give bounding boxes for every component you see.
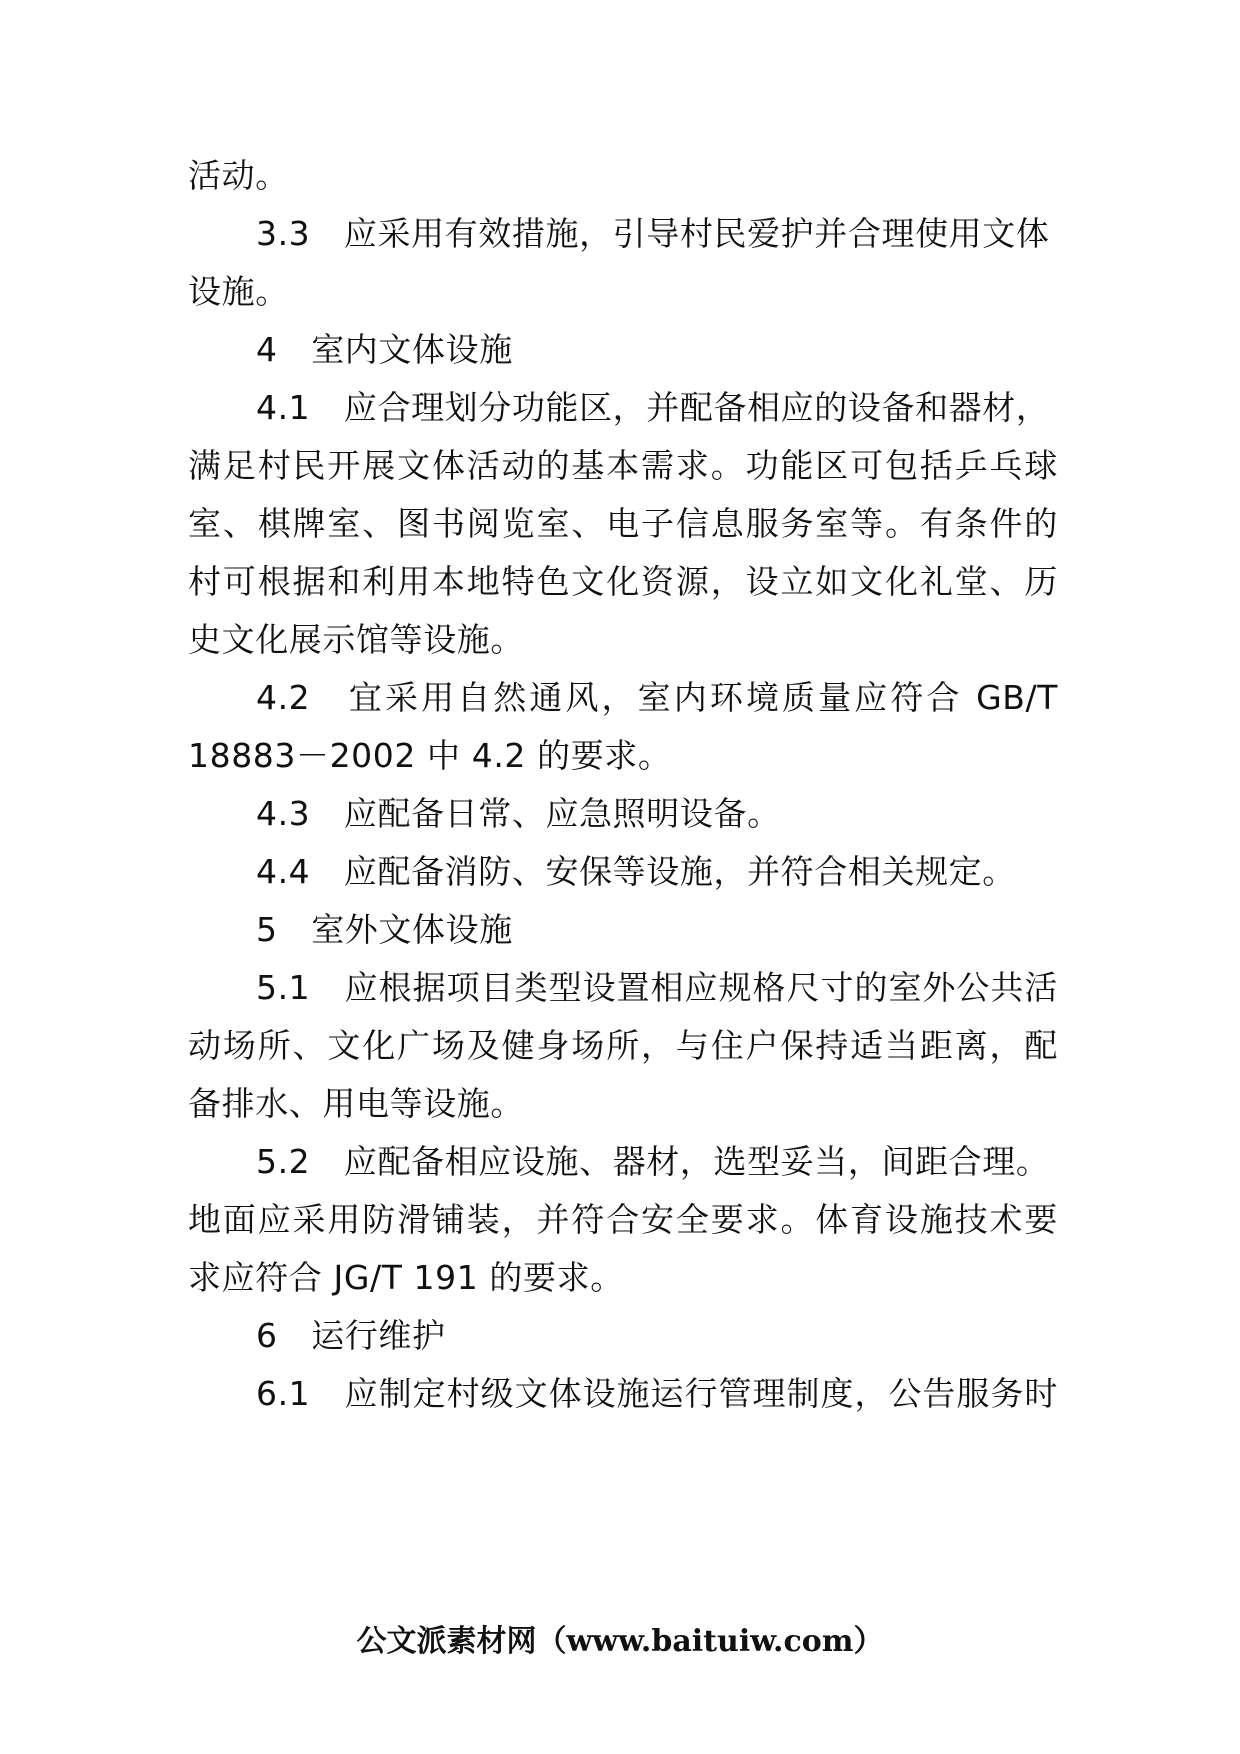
text-line: 活动。 <box>188 156 289 195</box>
text-line: 史文化展示馆等设施。 <box>188 620 524 659</box>
clause-4-4: 4.4 应配备消防、安保等设施，并符合相关规定。 <box>256 852 1016 891</box>
clause-6-1: 6.1 应制定村级文体设施运行管理制度，公告服务时 <box>256 1374 1058 1413</box>
clause-5-1: 5.1 应根据项目类型设置相应规格尺寸的室外公共活 <box>256 968 1058 1007</box>
clause-3-3: 3.3 应采用有效措施，引导村民爱护并合理使用文体 <box>256 214 1050 253</box>
text-line: 18883－2002 中 4.2 的要求。 <box>188 736 672 775</box>
text-line: 村可根据和利用本地特色文化资源，设立如文化礼堂、历 <box>188 562 1058 601</box>
text-line: 备排水、用电等设施。 <box>188 1084 524 1123</box>
text-line: 设施。 <box>188 272 289 311</box>
section-heading-6: 6 运行维护 <box>256 1316 446 1355</box>
clause-4-2: 4.2 宜采用自然通风，室内环境质量应符合 GB/T <box>256 678 1058 717</box>
clause-4-1: 4.1 应合理划分功能区，并配备相应的设备和器材， <box>256 388 1050 427</box>
text-line: 动场所、文化广场及健身场所，与住户保持适当距离，配 <box>188 1026 1058 1065</box>
section-heading-4: 4 室内文体设施 <box>256 330 513 369</box>
text-line: 室、棋牌室、图书阅览室、电子信息服务室等。有条件的 <box>188 504 1058 543</box>
text-line: 地面应采用防滑铺装，并符合安全要求。体育设施技术要 <box>188 1200 1058 1239</box>
clause-5-2: 5.2 应配备相应设施、器材，选型妥当，间距合理。 <box>256 1142 1050 1181</box>
clause-4-3: 4.3 应配备日常、应急照明设备。 <box>256 794 781 833</box>
text-line: 求应符合 JG/T 191 的要求。 <box>188 1258 624 1297</box>
footer-watermark: 公文派素材网（www.baituiw.com） <box>356 1624 884 1659</box>
section-heading-5: 5 室外文体设施 <box>256 910 513 949</box>
text-line: 满足村民开展文体活动的基本需求。功能区可包括乒乓球 <box>188 446 1058 485</box>
